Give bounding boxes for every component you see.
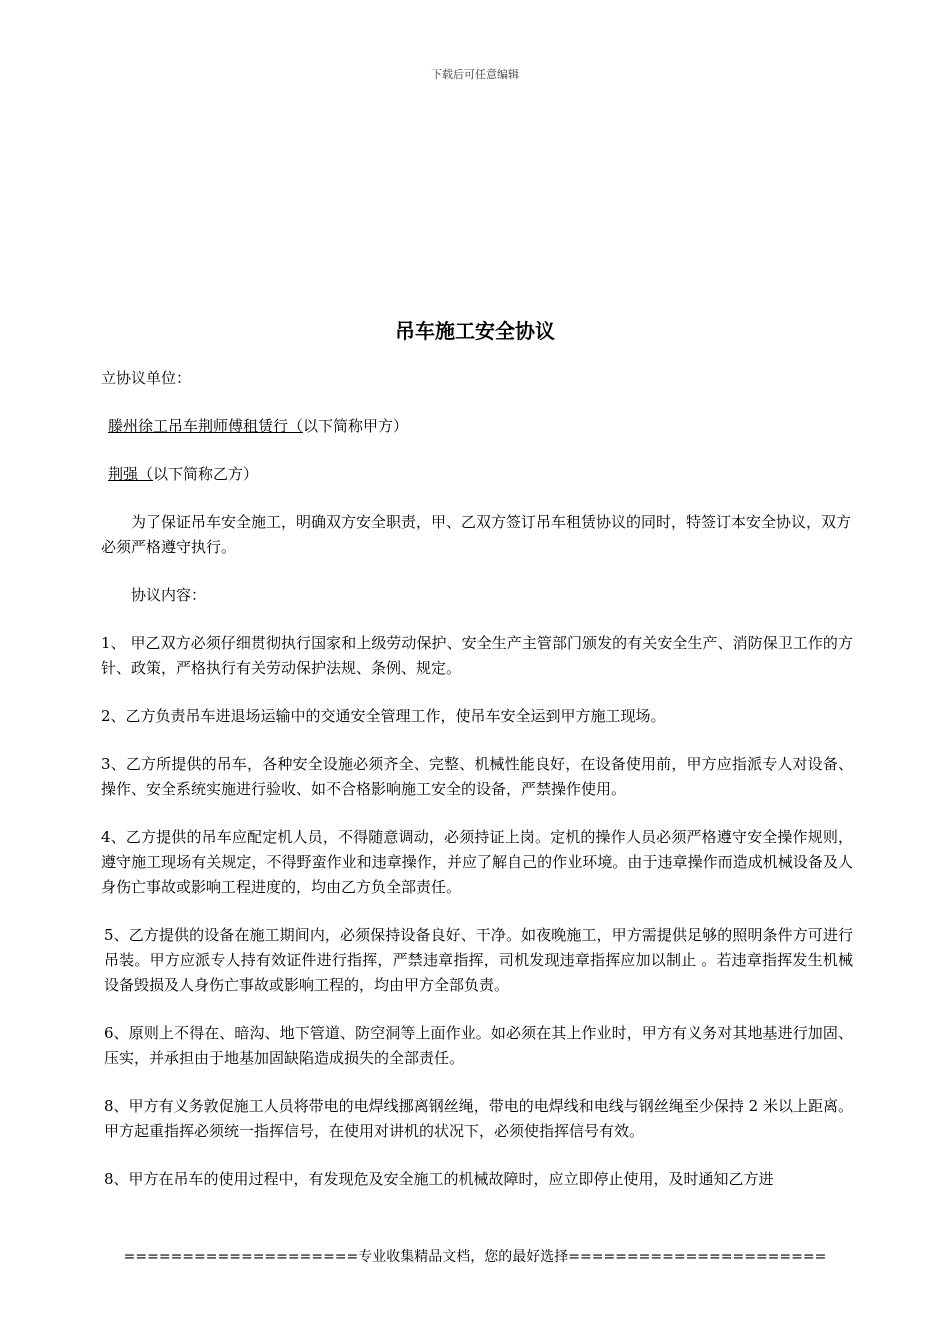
clause-3: 3、乙方所提供的吊车，各种安全设施必须齐全、完整、机械性能良好，在设备使用前，甲方应指派专人对设备、操作、安全系统实施进行验收、如不合格影响施工安全的设备，严禁操作使用。 — [101, 755, 853, 798]
clause-8a: 8、甲方有义务敦促施工人员将带电的电焊线挪离钢丝绳，带电的电焊线和电线与钢丝绳至少保持 2 米以上距离。甲方起重指挥必须统一指挥信号，在使用对讲机的状况下，必须使指挥信号有效。 — [104, 1097, 853, 1140]
clause-5: 5、乙方提供的设备在施工期间内，必须保持设备良好、干净。如夜晚施工，甲方需提供足够的照明条件方可进行吊装。甲方应派专人持有效证件进行指挥，严禁违章指挥，司机发现违章指挥应加以制止 。若违章指挥发生机械设备毁损及人身伤亡事故或影响工程的，均由甲方全部负责。 — [104, 926, 853, 994]
party-b-name: 荆强（ — [108, 465, 154, 483]
party-a-suffix: 以下简称甲方） — [303, 417, 409, 435]
clause-2: 2、乙方负责吊车进退场运输中的交通安全管理工作，使吊车安全运到甲方施工现场。 — [101, 707, 666, 725]
clause-4: 4、乙方提供的吊车应配定机人员，不得随意调动，必须持证上岗。定机的操作人员必须严格遵守安全操作规则，遵守施工现场有关规定，不得野蛮作业和违章操作，并应了解自己的作业环境。由于违章操作而造成机械设备及人身伤亡事故或影响工程进度的，均由乙方负全部责任。 — [101, 828, 853, 896]
document-title: 吊车施工安全协议 — [395, 319, 555, 343]
clause-6: 6、原则上不得在、暗沟、地下管道、防空洞等上面作业。如必须在其上作业时，甲方有义务对其地基进行加固、压实，并承担由于地基加固缺陷造成损失的全部责任。 — [104, 1024, 853, 1067]
party-b-suffix: 以下简称乙方） — [153, 465, 259, 483]
party-a-line — [101, 414, 853, 439]
document-body — [101, 366, 853, 1215]
header-note: 下载后可任意编辑 — [431, 68, 519, 81]
party-b-line — [101, 462, 853, 487]
intro-paragraph: 为了保证吊车安全施工，明确双方安全职责，甲、乙双方签订吊车租赁协议的同时，特签订本安全协议，双方必须严格遵守执行。 — [101, 513, 852, 556]
footer-banner: ====================专业收集精品文档，您的最好选择====================== — [123, 1249, 827, 1265]
party-a-name: 滕州徐工吊车荆师傅租赁行（ — [108, 417, 304, 435]
parties-label: 立协议单位： — [101, 369, 192, 387]
clause-1: 1、 甲乙双方必须仔细贯彻执行国家和上级劳动保护、安全生产主管部门颁发的有关安全生产、消防保卫工作的方针、政策，严格执行有关劳动保护法规、条例、规定。 — [101, 634, 853, 677]
content-label: 协议内容： — [131, 586, 207, 604]
clause-8b: 8、甲方在吊车的使用过程中，有发现危及安全施工的机械故障时，应立即停止使用，及时通知乙方进 — [104, 1170, 774, 1188]
